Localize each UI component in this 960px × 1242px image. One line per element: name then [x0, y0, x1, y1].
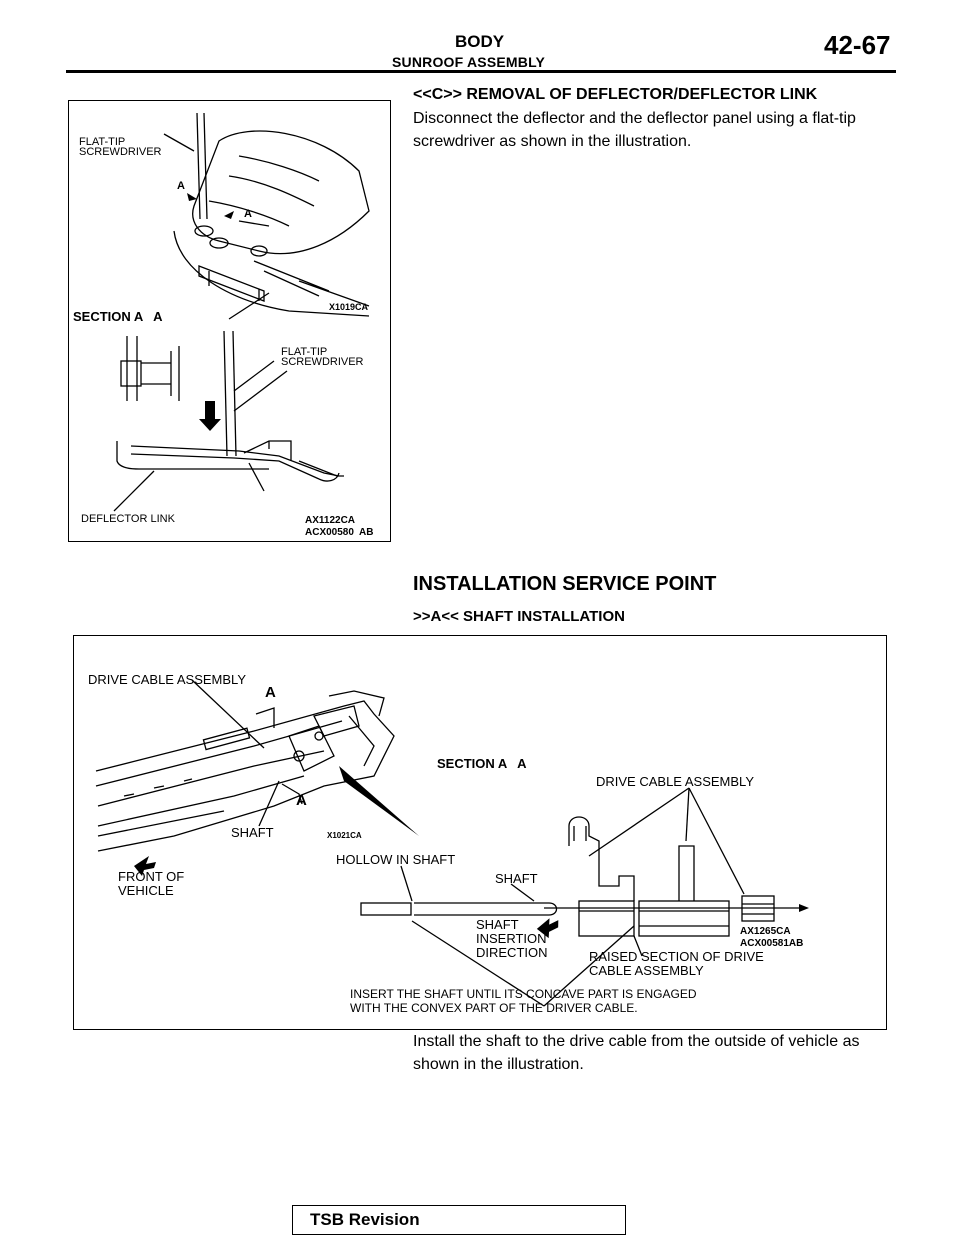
label-section-a-bottom: A	[296, 792, 307, 809]
note-line-2: WITH THE CONVEX PART OF THE DRIVER CABLE.	[350, 1001, 638, 1015]
label-shaft-insertion-1: SHAFT	[476, 917, 519, 932]
label-section-a-arrow-1: A	[177, 180, 185, 192]
code-acx00581ab: ACX00581AB	[740, 938, 804, 949]
label-front-of: FRONT OF	[118, 869, 185, 884]
label-section-a-top: A	[265, 684, 276, 701]
label-drive-cable-assembly-right: DRIVE CABLE ASSEMBLY	[596, 774, 754, 789]
label-shaft-insertion-3: DIRECTION	[476, 945, 548, 960]
label-raised-section-1: RAISED SECTION OF DRIVE	[589, 949, 764, 964]
label-drive-cable-assembly-left: DRIVE CABLE ASSEMBLY	[88, 672, 246, 687]
figure-deflector-removal	[68, 100, 391, 542]
removal-body-line-1: Disconnect the deflector and the deflector panel using a flat-tip	[413, 110, 856, 127]
label-screwdriver-top-2: SCREWDRIVER	[79, 146, 162, 158]
label-shaft-right: SHAFT	[495, 871, 538, 886]
label-screwdriver-top-1: FLAT-TIP	[79, 136, 126, 148]
note-line-1: INSERT THE SHAFT UNTIL ITS CONCAVE PART IS ENGAGED	[350, 987, 697, 1001]
installation-body-line-1: Install the shaft to the drive cable from the outside of vehicle as	[413, 1033, 860, 1050]
figure-shaft-drawing	[74, 636, 886, 1029]
figure-shaft-installation	[73, 635, 887, 1030]
section-a-a-label: SECTION A A	[73, 309, 163, 324]
page-number: 42-67	[824, 30, 891, 60]
label-hollow-in-shaft: HOLLOW IN SHAFT	[336, 852, 456, 867]
code-acx00580-suffix: AB	[359, 527, 374, 538]
code-x1019ca: X1019CA	[329, 302, 369, 312]
installation-body-line-2: shown in the illustration.	[413, 1056, 584, 1073]
label-vehicle: VEHICLE	[118, 883, 174, 898]
label-raised-section-2: CABLE ASSEMBLY	[589, 963, 704, 978]
label-shaft-insertion-2: INSERTION	[476, 931, 547, 946]
removal-title: <<C>> REMOVAL OF DEFLECTOR/DEFLECTOR LINK	[413, 86, 818, 103]
label-screwdriver-mid-2: SCREWDRIVER	[281, 356, 364, 368]
installation-heading: INSTALLATION SERVICE POINT	[413, 573, 717, 595]
label-section-a-arrow-2: A	[244, 208, 252, 220]
code-ax1122ca: AX1122CA	[305, 515, 356, 526]
code-acx00580: ACX00580	[305, 527, 354, 538]
installation-subheading: >>A<< SHAFT INSTALLATION	[413, 608, 625, 625]
label-screwdriver-mid-1: FLAT-TIP	[281, 346, 328, 358]
section-title: SUNROOF ASSEMBLY	[392, 54, 546, 70]
footer-tsb-revision: TSB Revision	[310, 1210, 420, 1229]
code-x1021ca: X1021CA	[327, 831, 362, 840]
label-deflector-link: DEFLECTOR LINK	[81, 513, 175, 525]
header-rule	[66, 70, 896, 73]
chapter-title: BODY	[455, 32, 505, 51]
section-a-a-label-2: SECTION A A	[437, 756, 527, 771]
label-shaft-left: SHAFT	[231, 825, 274, 840]
removal-body-line-2: screwdriver as shown in the illustration.	[413, 133, 692, 150]
code-ax1265ca: AX1265CA	[740, 926, 791, 937]
